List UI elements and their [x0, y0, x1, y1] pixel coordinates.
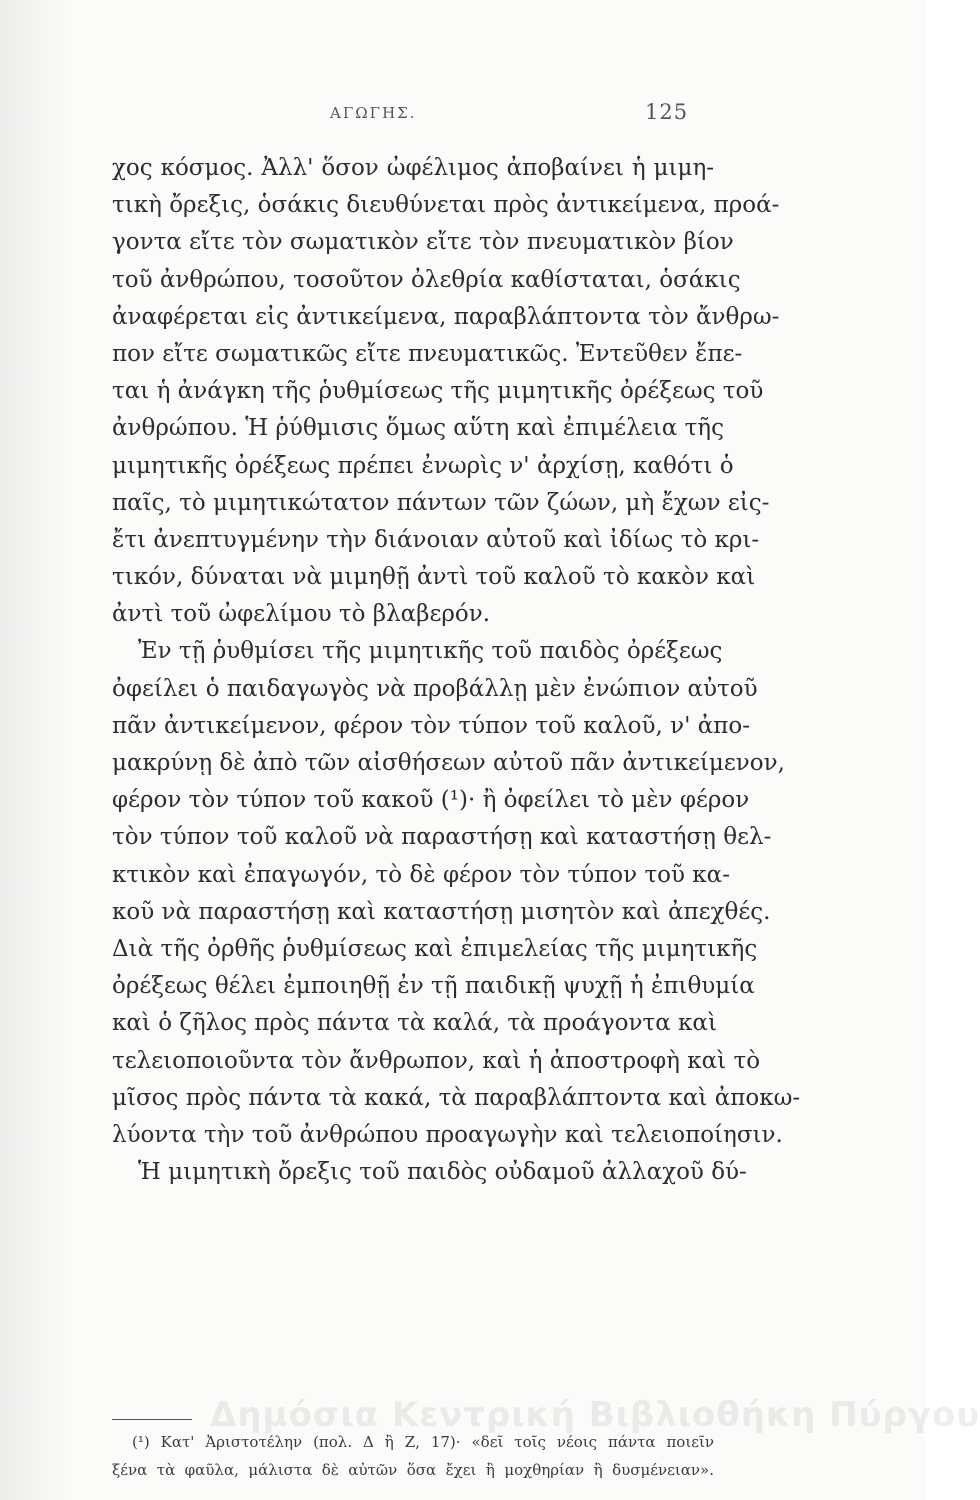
text-line: πον εἴτε σωματικῶς εἴτε πνευματικῶς. Ἐντεῦθεν ἔπε-	[112, 340, 743, 367]
text-line: παῖς, τὸ μιμητικώτατον πάντων τῶν ζώων, μὴ ἔχων εἰς-	[112, 489, 770, 516]
text-line: τελειοποιοῦντα τὸν ἄνθρωπον, καὶ ἡ ἀποστροφὴ καὶ τὸ	[112, 1047, 761, 1074]
text-line: κτικὸν καὶ ἐπαγωγόν, τὸ δὲ φέρον τὸν τύπον τοῦ κα-	[112, 861, 730, 888]
footnotes	[112, 1428, 714, 1484]
body-text	[112, 150, 801, 1191]
text-line: Διὰ τῆς ὀρθῆς ῥυθμίσεως καὶ ἐπιμελείας τῆς μιμητικῆς	[112, 935, 758, 962]
text-line-paragraph-end: ἀντὶ τοῦ ὠφελίμου τὸ βλαβερόν.	[112, 601, 491, 628]
text-line: μακρύνῃ δὲ ἀπὸ τῶν αἰσθήσεων αὐτοῦ πᾶν ἀντικείμενον,	[112, 750, 785, 776]
text-line: ὀρέξεως θέλει ἐμποιηθῇ ἐν τῇ παιδικῇ ψυχῇ ἡ ἐπιθυμία	[112, 973, 755, 1000]
text-line: ἔτι ἀνεπτυγμένην τὴν διάνοιαν αὐτοῦ καὶ ἰδίως τὸ κρι-	[112, 526, 760, 553]
library-watermark: Δημόσια Κεντρική Βιβλιοθήκη Πύργου	[210, 1395, 980, 1435]
text-line-paragraph-start: Ἐν τῇ ῥυθμίσει τῆς μιμητικῆς τοῦ παιδὸς ὀρέξεως	[138, 638, 723, 665]
text-line: ἀνθρώπου. Ἡ ῥύθμισις ὅμως αὕτη καὶ ἐπιμέλεια τῆς	[112, 415, 724, 442]
text-line: τὸν τύπον τοῦ καλοῦ νὰ παραστήσῃ καὶ καταστήσῃ θελ-	[112, 824, 772, 851]
text-line: φέρον τὸν τύπον τοῦ κακοῦ (¹)· ἢ ὀφείλει τὸ μὲν φέρον	[112, 787, 750, 814]
text-line: γοντα εἴτε τὸν σωματικὸν εἴτε τὸν πνευματικὸν βίον	[112, 229, 734, 256]
footnote-line: (¹) Κατ' Ἀριστοτέλην (πολ. Δ ἢ Ζ, 17)· «δεῖ τοῖς νέοις πάντα ποιεῖν	[132, 1433, 714, 1451]
text-line: μιμητικῆς ὀρέξεως πρέπει ἐνωρὶς ν' ἀρχίσῃ, καθότι ὁ	[112, 452, 734, 479]
footnote-line: ξένα τὰ φαῦλα, μάλιστα δὲ αὐτῶν ὅσα ἔχει ἢ μοχθηρίαν ἢ δυσμένειαν».	[112, 1461, 714, 1479]
text-line: τοῦ ἀνθρώπου, τοσοῦτον ὀλεθρία καθίσταται, ὁσάκις	[112, 266, 741, 293]
text-line: τικὴ ὄρεξις, ὁσάκις διευθύνεται πρὸς ἀντικείμενα, προά-	[112, 192, 780, 219]
text-line: ται ἡ ἀνάγκη τῆς ῥυθμίσεως τῆς μιμητικῆς ὀρέξεως τοῦ	[112, 378, 764, 405]
running-title: ΑΓΩΓΗΣ.	[330, 104, 417, 122]
text-line: μῖσος πρὸς πάντα τὰ κακά, τὰ παραβλάπτοντα καὶ ἀποκω-	[112, 1084, 801, 1111]
text-line: πᾶν ἀντικείμενον, φέρον τὸν τύπον τοῦ καλοῦ, ν' ἀπο-	[112, 712, 750, 739]
footnote-rule	[112, 1419, 192, 1420]
text-line: τικόν, δύναται νὰ μιμηθῇ ἀντὶ τοῦ καλοῦ τὸ κακὸν καὶ	[112, 564, 756, 591]
text-line: ἀναφέρεται εἰς ἀντικείμενα, παραβλάπτοντα τὸν ἄνθρω-	[112, 303, 780, 330]
running-head	[0, 100, 925, 130]
text-line: καὶ ὁ ζῆλος πρὸς πάντα τὰ καλά, τὰ προάγοντα καὶ	[112, 1010, 717, 1037]
text-line-paragraph-end: λύοντα τὴν τοῦ ἀνθρώπου προαγωγὴν καὶ τελειοποίησιν.	[112, 1121, 783, 1148]
text-line: ὀφείλει ὁ παιδαγωγὸς νὰ προβάλλῃ μὲν ἐνώπιον αὐτοῦ	[112, 675, 758, 702]
page-number: 125	[645, 100, 689, 124]
text-line: κοῦ νὰ παραστήσῃ καὶ καταστήσῃ μισητὸν καὶ ἀπεχθές.	[112, 898, 771, 925]
text-line-paragraph-start: Ἡ μιμητικὴ ὄρεξις τοῦ παιδὸς οὐδαμοῦ ἀλλαχοῦ δύ-	[138, 1159, 747, 1186]
text-line: χος κόσμος. Ἀλλ' ὅσον ὠφέλιμος ἀποβαίνει ἡ μιμη-	[112, 155, 714, 181]
